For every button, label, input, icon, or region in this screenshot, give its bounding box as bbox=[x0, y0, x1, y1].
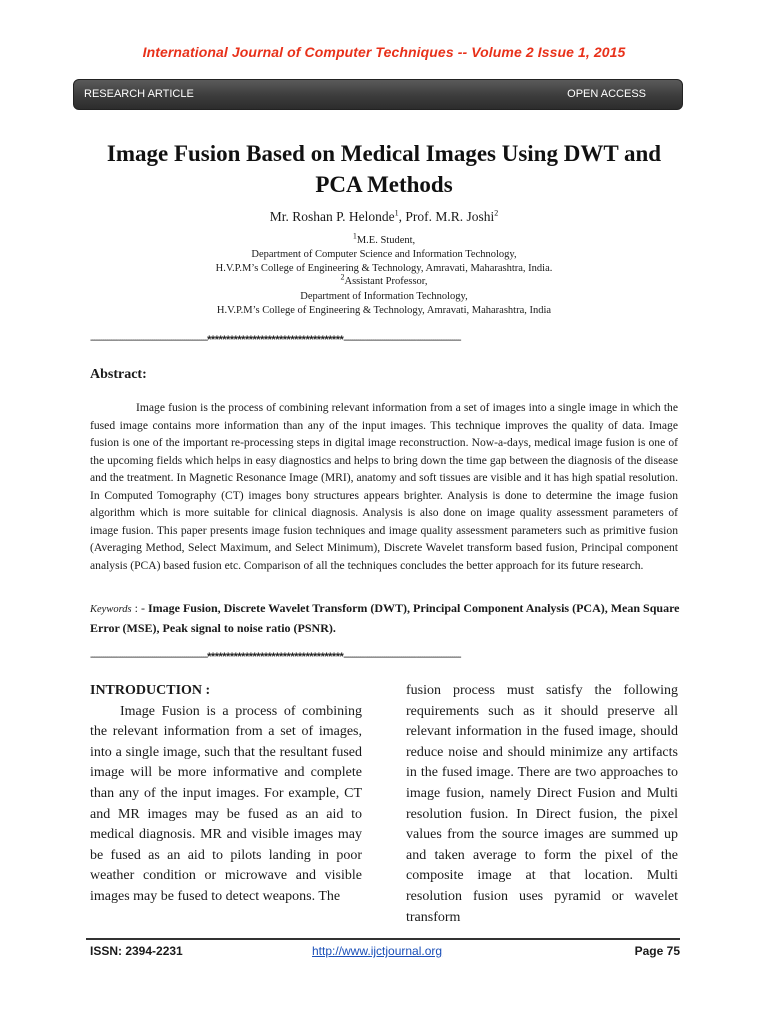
separator-line: -------------------------------------------------------************************************------------------------------------------------------- bbox=[90, 334, 461, 346]
affiliation-line: $^2$Assistant Professor, bbox=[340, 272, 428, 287]
intro-heading: INTRODUCTION : bbox=[90, 683, 211, 698]
intro-right-column: fusion process must satisfy the following requirements such as it should preserve all relevant information in the fused image, should reduce noise and should minimize any artifacts in the fused image. There are two approaches to image fusion, namely Direct Fusion and Multi resolution fusion. In Direct fusion, the pixel values from the source images are summed up and taken average to form the pixel of the composite image at that location. Multi resolution fusion uses pyramid or wavelet transform bbox=[406, 683, 678, 925]
paper-title: Image Fusion Based on Medical Images Using DWT and PCA Methods bbox=[106, 141, 662, 197]
author-2-sup: 2 bbox=[494, 208, 499, 218]
journal-header: International Journal of Computer Techniques -- Volume 2 Issue 1, 2015 bbox=[142, 44, 626, 60]
issn: ISSN: 2394-2231 bbox=[90, 944, 183, 958]
footer bbox=[90, 944, 680, 964]
keywords-label: Keywords bbox=[90, 604, 132, 615]
footer-rule bbox=[86, 938, 680, 940]
intro-left-text: Image Fusion is a process of combining the relevant information from a set of images, into a single image, such that the resultant fused image will be more informative and complete than any of the input images. For example, CT and MR images may be fused as an aid to medical diagnosis. MR and visible images may be fused as an aid to pilots landing in poor weather condition or microwave and visible images may be fused to detect weapons. The bbox=[90, 703, 362, 904]
page-number: Page 75 bbox=[634, 944, 680, 958]
affiliation-line: Department of Information Technology, bbox=[300, 291, 468, 302]
keywords-separator: : - bbox=[131, 601, 148, 615]
affiliation-line: H.V.P.M’s College of Engineering & Technology, Amravati, Maharashtra, India. bbox=[215, 263, 553, 274]
abstract-body: Image fusion is the process of combining relevant information from a set of images into a single image in which the fused image contains more information than any of the input images. This technique improves the quality of data. Image fusion is one of the important re-processing steps in digital image reconstruction. Now-a-days, medical image fusion is one of the upcoming fields which helps in easy diagnostics and helps to bring down the time gap between the diagnosis of the disease and the treatment. In Magnetic Resonance Image (MRI), anatomy and soft tissues are visible and it has high spatial resolution. In Computed Tomography (CT) images bony structures appears brighter. Analysis is done to determine the image fusion algorithm which is more suitable for clinical diagnosis. Analysis is also done on image quality assessment parameters of image fusion. This paper presents image fusion techniques and image quality assessment parameters such as primitive fusion (Averaging Method, Select Maximum, and Select Minimum), Discrete Wavelet transform based fusion, Principal component analysis (PCA) based fusion etc. Comparison of all the techniques concludes the better approach for its future research. bbox=[90, 401, 678, 572]
abstract-heading: Abstract: bbox=[90, 367, 147, 382]
keywords bbox=[90, 599, 680, 638]
author-1: Mr. Roshan P. Helonde bbox=[269, 209, 395, 224]
open-access-label: OPEN ACCESS bbox=[567, 88, 646, 100]
affiliation-line: $^1$M.E. Student, bbox=[352, 231, 416, 246]
keywords-text: Image Fusion, Discrete Wavelet Transform (DWT), Principal Component Analysis (PCA), Mean Square Error (MSE), Peak signal to noise ratio (PSNR). bbox=[90, 601, 680, 635]
affiliation-line: Department of Computer Science and Information Technology, bbox=[251, 249, 517, 260]
author-separator: , bbox=[398, 209, 406, 224]
research-article-label: RESEARCH ARTICLE bbox=[84, 88, 194, 100]
authors bbox=[0, 209, 768, 225]
journal-link[interactable]: http://www.ijctjournal.org bbox=[312, 944, 443, 958]
intro-left-column bbox=[90, 681, 362, 908]
author-1-sup: 1 bbox=[394, 208, 399, 218]
author-2: Prof. M.R. Joshi bbox=[405, 209, 495, 224]
separator-line: -------------------------------------------------------************************************------------------------------------------------------- bbox=[90, 651, 461, 663]
article-banner bbox=[73, 79, 683, 110]
affiliation-line: H.V.P.M’s College of Engineering & Technology, Amravati, Maharashtra, India bbox=[216, 305, 552, 316]
